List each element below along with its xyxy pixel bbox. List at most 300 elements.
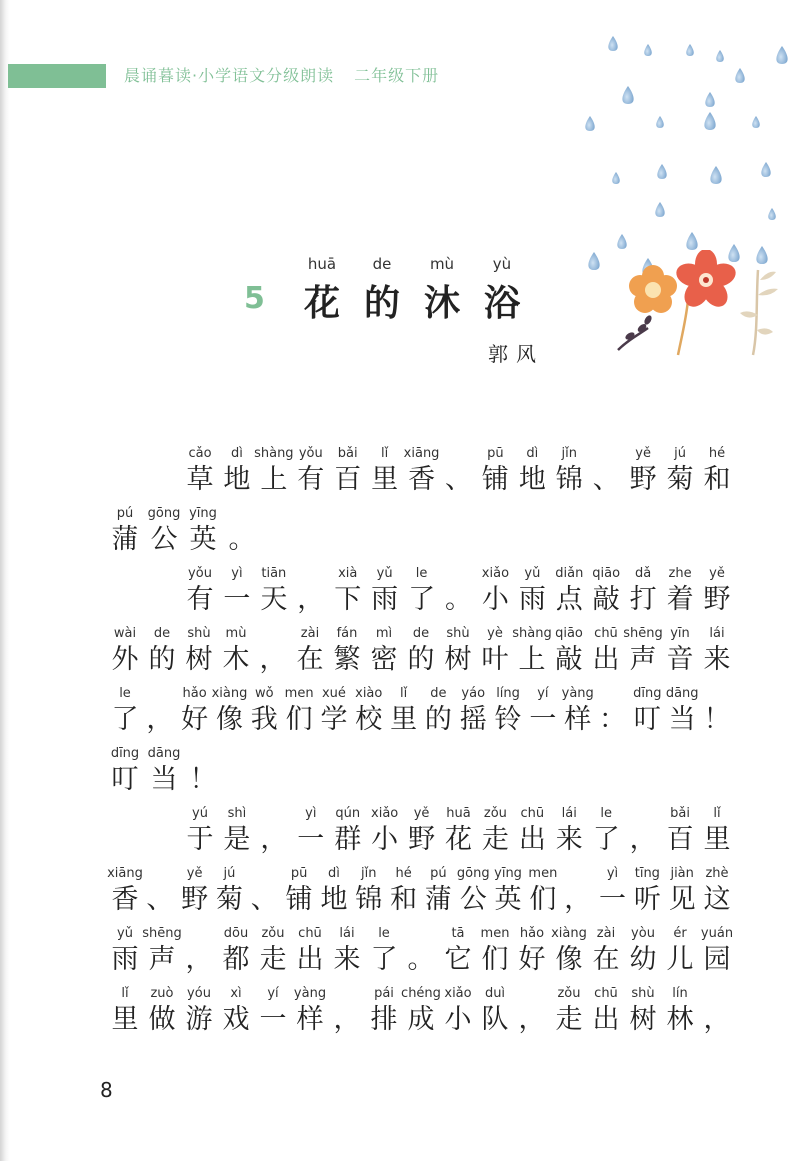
hanzi: 一 [297, 824, 325, 855]
raindrops-illustration [580, 30, 790, 280]
pinyin: yīng [189, 506, 217, 521]
raindrop [655, 202, 664, 217]
raindrop [761, 162, 770, 177]
hanzi: 里 [390, 704, 418, 735]
character-with-pinyin [549, 446, 589, 506]
pinyin: hǎo [182, 686, 207, 701]
punctuation [697, 686, 737, 746]
title-character: 的 [363, 282, 400, 324]
hanzi: 公 [459, 884, 487, 915]
hanzi: 小 [444, 1004, 472, 1035]
pinyin: zuò [150, 986, 174, 1001]
title-character: 浴 [483, 282, 520, 324]
hanzi: 我 [250, 704, 278, 735]
pinyin: jǐn [561, 446, 578, 461]
hanzi: 密 [370, 644, 398, 675]
pinyin: wǒ [254, 686, 274, 701]
pinyin: duì [484, 986, 506, 1001]
pinyin: le [600, 806, 613, 821]
pinyin: shēng [623, 626, 663, 641]
pinyin: chū [298, 926, 322, 941]
pinyin: dǎ [635, 566, 652, 581]
hanzi: 菊 [666, 464, 694, 495]
hanzi: 地 [320, 884, 348, 915]
pinyin: bǎi [337, 446, 358, 461]
hanzi: 像 [215, 704, 243, 735]
hanzi: 声 [148, 944, 176, 975]
raindrop [735, 68, 744, 83]
hanzi: 学 [320, 704, 348, 735]
character-with-pinyin [475, 986, 515, 1046]
hanzi: 好 [518, 944, 546, 975]
raindrop [585, 116, 594, 131]
hanzi: 外 [111, 644, 139, 675]
pinyin: yǒu [188, 566, 212, 581]
pinyin: mì [375, 626, 393, 641]
pinyin: bǎi [670, 806, 690, 821]
title-pinyin: huā [307, 255, 337, 273]
hanzi: 们 [285, 704, 313, 735]
hanzi: 英 [189, 524, 217, 555]
punctuation [697, 986, 737, 1046]
pinyin: xiǎo [371, 806, 399, 821]
raindrop [776, 46, 787, 64]
hanzi: 天 [260, 584, 288, 615]
text-line [0, 506, 800, 566]
pinyin: hé [708, 446, 726, 461]
hanzi: 出 [592, 1004, 620, 1035]
hanzi: 和 [703, 464, 731, 495]
raindrop [608, 36, 617, 51]
pinyin: yè [487, 626, 503, 641]
pinyin: shì [227, 806, 247, 821]
text-line [0, 926, 800, 986]
hanzi: 菊 [215, 884, 243, 915]
pinyin: wài [113, 626, 137, 641]
character-with-pinyin [402, 446, 442, 506]
hanzi: 铃 [494, 704, 522, 735]
pinyin: pái [374, 986, 394, 1001]
hanzi: 都 [222, 944, 250, 975]
pinyin: yě [635, 446, 651, 461]
raindrop [686, 44, 694, 56]
hanzi: 香 [408, 464, 436, 495]
pinyin: chéng [401, 986, 441, 1001]
pinyin: tā [451, 926, 465, 941]
hanzi: 一 [259, 1004, 287, 1035]
hanzi: 百 [334, 464, 362, 495]
hanzi: 木 [222, 644, 250, 675]
hanzi: 、 [250, 884, 278, 915]
hanzi: 样 [564, 704, 592, 735]
title-pinyin: de [372, 255, 392, 273]
hanzi: 做 [148, 1004, 176, 1035]
hanzi: 像 [555, 944, 583, 975]
title-pinyin: mù [429, 255, 455, 273]
text-line [0, 806, 800, 866]
hanzi: 打 [629, 584, 657, 615]
punctuation [222, 506, 262, 566]
hanzi: 英 [494, 884, 522, 915]
raindrop [617, 234, 626, 249]
pinyin: hé [395, 866, 412, 881]
pinyin: yì [305, 806, 317, 821]
pinyin: shàng [254, 446, 294, 461]
pinyin: yàng [561, 686, 594, 701]
pinyin: lái [709, 626, 725, 641]
pinyin: lǐ [399, 686, 408, 701]
hanzi: 地 [518, 464, 546, 495]
hanzi: 野 [629, 464, 657, 495]
hanzi: 了 [370, 944, 398, 975]
hanzi: 它 [444, 944, 472, 975]
pinyin: men [528, 866, 558, 881]
pinyin: pú [116, 506, 134, 521]
text-line [0, 686, 800, 746]
pinyin: fán [336, 626, 358, 641]
pinyin: le [378, 926, 390, 941]
character-with-pinyin [290, 986, 330, 1046]
grade-label: 二年级下册 [354, 66, 440, 85]
pinyin: lǐ [121, 986, 129, 1001]
hanzi: 里 [111, 1004, 139, 1035]
character-with-pinyin [216, 626, 256, 686]
hanzi: ， [146, 704, 174, 735]
hanzi: 着 [666, 584, 694, 615]
hanzi: 于 [186, 824, 214, 855]
character-with-pinyin [142, 926, 182, 986]
hanzi: ， [333, 1004, 361, 1035]
raindrop [686, 232, 697, 250]
hanzi: 、 [146, 884, 174, 915]
hanzi: 来 [703, 644, 731, 675]
pinyin: xiǎo [481, 566, 510, 581]
pinyin: zhè [705, 866, 729, 881]
hanzi: ， [518, 1004, 546, 1035]
pinyin: men [284, 686, 314, 701]
hanzi: ， [185, 944, 213, 975]
raindrop [656, 116, 664, 128]
hanzi: 排 [370, 1004, 398, 1035]
character-with-pinyin [697, 866, 737, 926]
hanzi: ： [599, 704, 627, 735]
hanzi: 林 [666, 1004, 694, 1035]
hanzi: 好 [181, 704, 209, 735]
hanzi: 来 [555, 824, 583, 855]
character-with-pinyin [697, 566, 737, 626]
pinyin: gōng [147, 506, 181, 521]
raindrop [710, 166, 721, 184]
hanzi: 、 [445, 464, 472, 495]
hanzi: 这 [703, 884, 731, 915]
hanzi: 野 [181, 884, 209, 915]
hanzi: 上 [260, 464, 288, 495]
raindrop [705, 92, 714, 107]
flowers-illustration [608, 250, 788, 360]
pinyin: shēng [142, 926, 182, 941]
hanzi: 。 [228, 524, 256, 555]
hanzi: 见 [668, 884, 696, 915]
hanzi: 百 [666, 824, 694, 855]
pinyin: zǒu [557, 986, 581, 1001]
text-line [0, 866, 800, 926]
hanzi: 的 [148, 644, 176, 675]
pinyin: chū [520, 806, 545, 821]
title-pinyin: yù [492, 255, 512, 273]
hanzi: 野 [408, 824, 436, 855]
character-with-pinyin [697, 446, 737, 506]
pinyin: yáo [461, 686, 486, 701]
pinyin: xiāng [107, 866, 143, 881]
pinyin: yàng [293, 986, 327, 1001]
raindrop [752, 116, 760, 128]
pinyin: líng [496, 686, 520, 701]
character-with-pinyin [660, 986, 700, 1046]
pinyin: shù [446, 626, 470, 641]
pinyin: shù [631, 986, 655, 1001]
text-line [0, 446, 800, 506]
hanzi: 里 [703, 824, 731, 855]
hanzi: 走 [481, 824, 509, 855]
title-character: 沐 [423, 282, 460, 324]
raindrop [622, 86, 633, 104]
hanzi: 一 [529, 704, 557, 735]
character-with-pinyin [217, 806, 257, 866]
hanzi: 锦 [555, 464, 583, 495]
raindrop [612, 172, 620, 184]
hanzi: 校 [355, 704, 383, 735]
punctuation [183, 746, 223, 806]
pinyin: hǎo [519, 926, 545, 941]
hanzi: 敲 [555, 644, 583, 675]
pinyin: xiào [355, 686, 383, 701]
pinyin: xiǎo [444, 986, 472, 1001]
pinyin: yòu [631, 926, 655, 941]
hanzi: 树 [629, 1004, 657, 1035]
pinyin: lín [672, 986, 688, 1001]
text-line [0, 566, 800, 626]
hanzi: 公 [150, 524, 178, 555]
hanzi: ， [629, 824, 657, 855]
series-name: 晨诵暮读·小学语文分级朗读 [124, 66, 335, 85]
hanzi: ， [703, 1004, 731, 1035]
hanzi: 和 [390, 884, 418, 915]
hanzi: 了 [592, 824, 620, 855]
hanzi: 蒲 [111, 524, 139, 555]
pinyin: dāng [147, 746, 181, 761]
hanzi: 儿 [666, 944, 694, 975]
hanzi: 叮 [111, 764, 139, 795]
pinyin: yì [231, 566, 243, 581]
pinyin: de [412, 626, 430, 641]
pinyin: ér [673, 926, 687, 941]
author-name: 郭风 [488, 342, 544, 366]
pinyin: yí [267, 986, 279, 1001]
hanzi: 锦 [355, 884, 383, 915]
pinyin: mù [225, 626, 247, 641]
pinyin: yuán [700, 926, 734, 941]
hanzi: 走 [259, 944, 287, 975]
character-with-pinyin [586, 806, 626, 866]
pinyin: zài [596, 926, 616, 941]
pinyin: yí [537, 686, 549, 701]
hanzi: 戏 [222, 1004, 250, 1035]
pinyin: lǐ [713, 806, 721, 821]
hanzi: 一 [223, 584, 251, 615]
character-with-pinyin [402, 566, 442, 626]
pinyin: lái [339, 926, 355, 941]
hanzi: 、 [592, 464, 620, 495]
hanzi: 点 [555, 584, 583, 615]
pinyin: xué [321, 686, 346, 701]
character-with-pinyin [697, 806, 737, 866]
raindrop [768, 208, 776, 220]
hanzi: 里 [371, 464, 399, 495]
pinyin: tīng [634, 866, 660, 881]
raindrop [657, 164, 666, 179]
pinyin: yóu [187, 986, 211, 1001]
pinyin: dì [526, 446, 539, 461]
pinyin: chū [594, 986, 618, 1001]
pinyin: de [430, 686, 447, 701]
hanzi: 铺 [481, 464, 509, 495]
hanzi: 出 [518, 824, 546, 855]
hanzi: 下 [334, 584, 362, 615]
character-with-pinyin [364, 926, 404, 986]
pinyin: jú [223, 866, 236, 881]
raindrop [644, 44, 652, 56]
hanzi: 群 [334, 824, 362, 855]
pinyin: zǒu [483, 806, 507, 821]
hanzi: 成 [407, 1004, 435, 1035]
pinyin: yě [709, 566, 725, 581]
pinyin: diǎn [555, 566, 584, 581]
pinyin: qiāo [555, 626, 583, 641]
hanzi: 队 [481, 1004, 509, 1035]
text-line [0, 986, 800, 1046]
pinyin: xiāng [403, 446, 440, 461]
pinyin: yīng [494, 866, 522, 881]
hanzi: ， [259, 644, 287, 675]
hanzi: 了 [111, 704, 139, 735]
pinyin: yú [192, 806, 208, 821]
hanzi: 的 [424, 704, 452, 735]
text-line [0, 746, 800, 806]
pinyin: qiāo [592, 566, 621, 581]
pinyin: men [480, 926, 510, 941]
hanzi: 有 [186, 584, 214, 615]
lesson-number: 5 [244, 281, 265, 316]
pinyin: lái [561, 806, 577, 821]
pinyin: dì [230, 446, 243, 461]
hanzi: 一 [599, 884, 627, 915]
raindrop [588, 252, 599, 270]
pinyin: zài [300, 626, 320, 641]
hanzi: 树 [185, 644, 213, 675]
pinyin: yì [606, 866, 619, 881]
hanzi: 游 [185, 1004, 213, 1035]
character-with-pinyin [697, 626, 737, 686]
pinyin: dì [328, 866, 340, 881]
pinyin: chū [594, 626, 618, 641]
pinyin: dōu [223, 926, 249, 941]
hanzi: 音 [666, 644, 694, 675]
pinyin: huā [446, 806, 471, 821]
hanzi: 铺 [285, 884, 313, 915]
hanzi: 们 [529, 884, 557, 915]
pinyin: dāng [665, 686, 699, 701]
pinyin: pū [487, 446, 504, 461]
hanzi: 草 [186, 464, 214, 495]
header-color-bar [8, 64, 106, 88]
hanzi: 走 [555, 1004, 583, 1035]
hanzi: 在 [296, 644, 324, 675]
hanzi: 了 [408, 584, 436, 615]
pinyin: jiàn [670, 866, 694, 881]
hanzi: 繁 [333, 644, 361, 675]
pinyin: le [119, 686, 131, 701]
hanzi: 。 [445, 584, 472, 615]
pinyin: qún [335, 806, 361, 821]
hanzi: ， [564, 884, 592, 915]
hanzi: 幼 [629, 944, 657, 975]
hanzi: 野 [703, 584, 731, 615]
pinyin: xiàng [551, 926, 587, 941]
pinyin: cǎo [188, 446, 212, 461]
pinyin: tiān [261, 566, 287, 581]
pinyin: jǐn [361, 866, 377, 881]
pinyin: pū [290, 866, 308, 881]
hanzi: 样 [296, 1004, 324, 1035]
pinyin: xiàng [211, 686, 248, 701]
character-with-pinyin [254, 566, 294, 626]
pinyin: shàng [512, 626, 552, 641]
hanzi: 听 [633, 884, 661, 915]
character-with-pinyin [183, 506, 223, 566]
character-with-pinyin [697, 926, 737, 986]
pinyin: zhe [668, 566, 692, 581]
hanzi: 园 [703, 944, 731, 975]
pinyin: jú [674, 446, 686, 461]
hanzi: 蒲 [424, 884, 452, 915]
hanzi: 树 [444, 644, 472, 675]
pinyin: yǔ [117, 926, 133, 941]
pinyin: dīng [633, 686, 662, 701]
header-title [124, 64, 439, 88]
raindrop [704, 112, 715, 130]
hanzi: ， [260, 824, 288, 855]
title-character: 花 [303, 282, 340, 324]
hanzi: 花 [445, 824, 472, 855]
pinyin: lǐ [381, 446, 389, 461]
hanzi: 小 [371, 824, 399, 855]
pinyin: yǔ [376, 566, 393, 581]
pinyin: xì [230, 986, 242, 1001]
pinyin: de [153, 626, 171, 641]
hanzi: 小 [481, 584, 509, 615]
hanzi: ， [297, 584, 325, 615]
hanzi: 敲 [592, 584, 620, 615]
character-with-pinyin [144, 746, 184, 806]
page-number: 8 [100, 1078, 113, 1102]
hanzi: 来 [333, 944, 361, 975]
hanzi: 叮 [633, 704, 661, 735]
hanzi: 当 [668, 704, 696, 735]
pinyin: yīn [670, 626, 690, 641]
hanzi: 上 [518, 644, 546, 675]
hanzi: 当 [150, 764, 178, 795]
pinyin: pú [430, 866, 447, 881]
